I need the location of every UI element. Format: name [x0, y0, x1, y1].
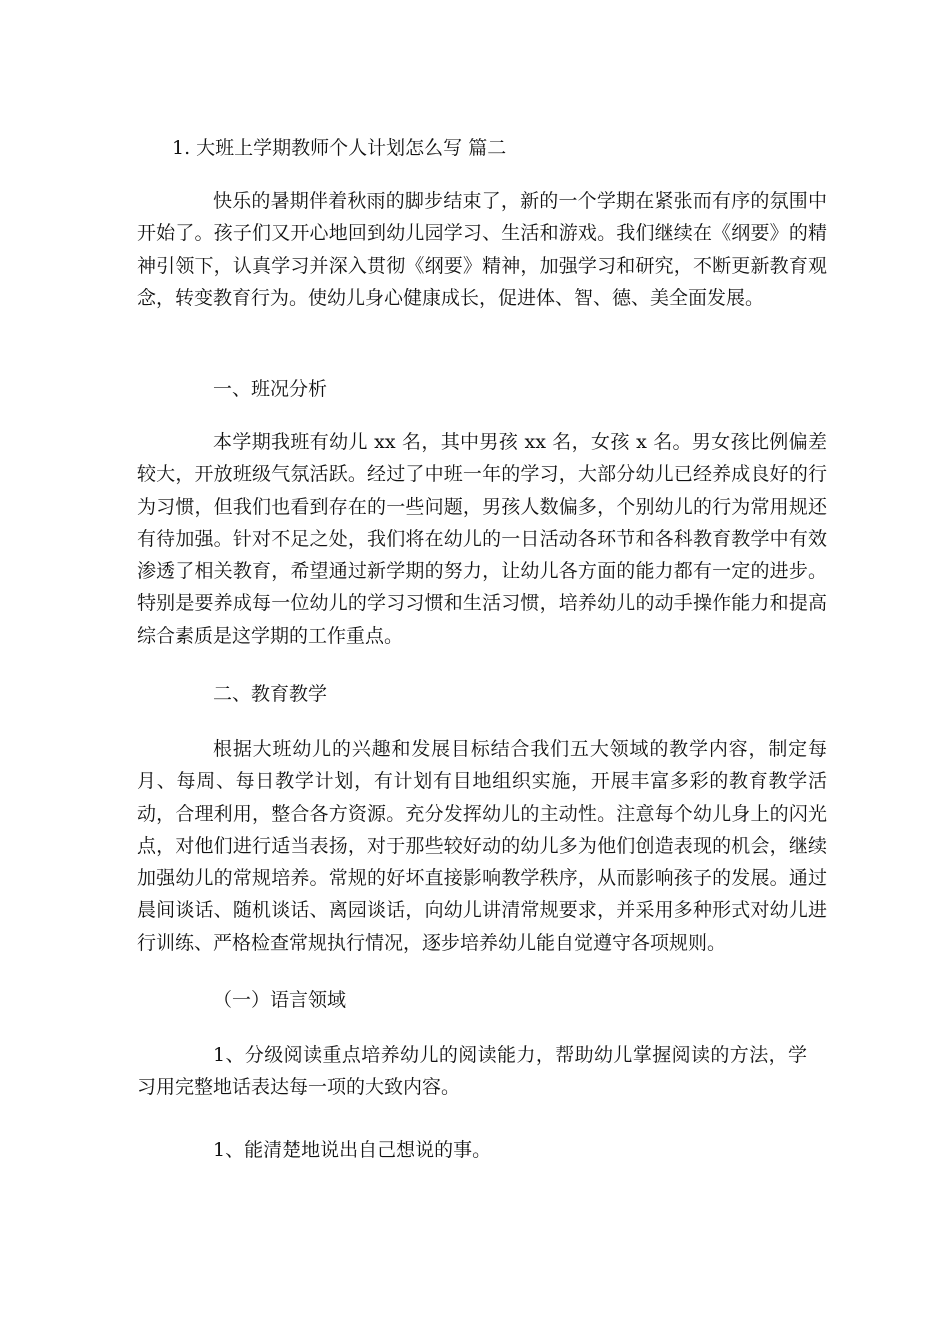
section-heading-education-teaching: 二、教育教学	[213, 683, 328, 705]
section-heading-class-analysis: 一、班况分析	[213, 378, 328, 400]
education-teaching-paragraph: 根据大班幼儿的兴趣和发展目标结合我们五大领域的教学内容，制定每月、每周、每日教学计划，有计划有目地组织实施，开展丰富多彩的教育教学活动，合理利用，整合各方资源。充分发挥幼儿的主动性。注意每个幼儿身上的闪光点，对他们进行适当表扬，对于那些较好动的幼儿多为他们创造表现的机会，继续加强幼儿的常规培养。常规的好坏直接影响教学秩序，从而影响孩子的发展。通过晨间谈话、随机谈话、离园谈话，向幼儿讲清常规要求，并采用多种形式对幼儿进行训练、严格检查常规执行情况，逐步培养幼儿能自觉遵守各项规则。	[137, 738, 827, 954]
language-item-reading: 1、分级阅读重点培养幼儿的阅读能力，帮助幼儿掌握阅读的方法，学习用完整地话表达每一项的大致内容。	[137, 1044, 807, 1099]
class-analysis-paragraph: 本学期我班有幼儿 xx 名，其中男孩 xx 名，女孩 x 名。男女孩比例偏差较大，开放班级气氛活跃。经过了中班一年的学习，大部分幼儿已经养成良好的行为习惯，但我们也看到存在的一些问题，男孩人数偏多，个别幼儿的行为常用规还有待加强。针对不足之处，我们将在幼儿的一日活动各环节和各科教育教学中有效渗透了相关教育，希望通过新学期的努力，让幼儿各方面的能力都有一定的进步。特别是要养成每一位幼儿的学习习惯和生活习惯，培养幼儿的动手操作能力和提高综合素质是这学期的工作重点。	[137, 431, 827, 647]
intro-paragraph: 快乐的暑期伴着秋雨的脚步结束了，新的一个学期在紧张而有序的氛围中开始了。孩子们又开心地回到幼儿园学习、生活和游戏。我们继续在《纲要》的精神引领下，认真学习并深入贯彻《纲要》精神，加强学习和研究，不断更新教育观念，转变教育行为。使幼儿身心健康成长，促进体、智、德、美全面发展。	[137, 190, 827, 309]
language-item-speaking: 1、能清楚地说出自己想说的事。	[213, 1139, 492, 1161]
document-title: 1. 大班上学期教师个人计划怎么写 篇二	[172, 137, 507, 159]
subsection-heading-language: （一）语言领域	[213, 989, 347, 1011]
